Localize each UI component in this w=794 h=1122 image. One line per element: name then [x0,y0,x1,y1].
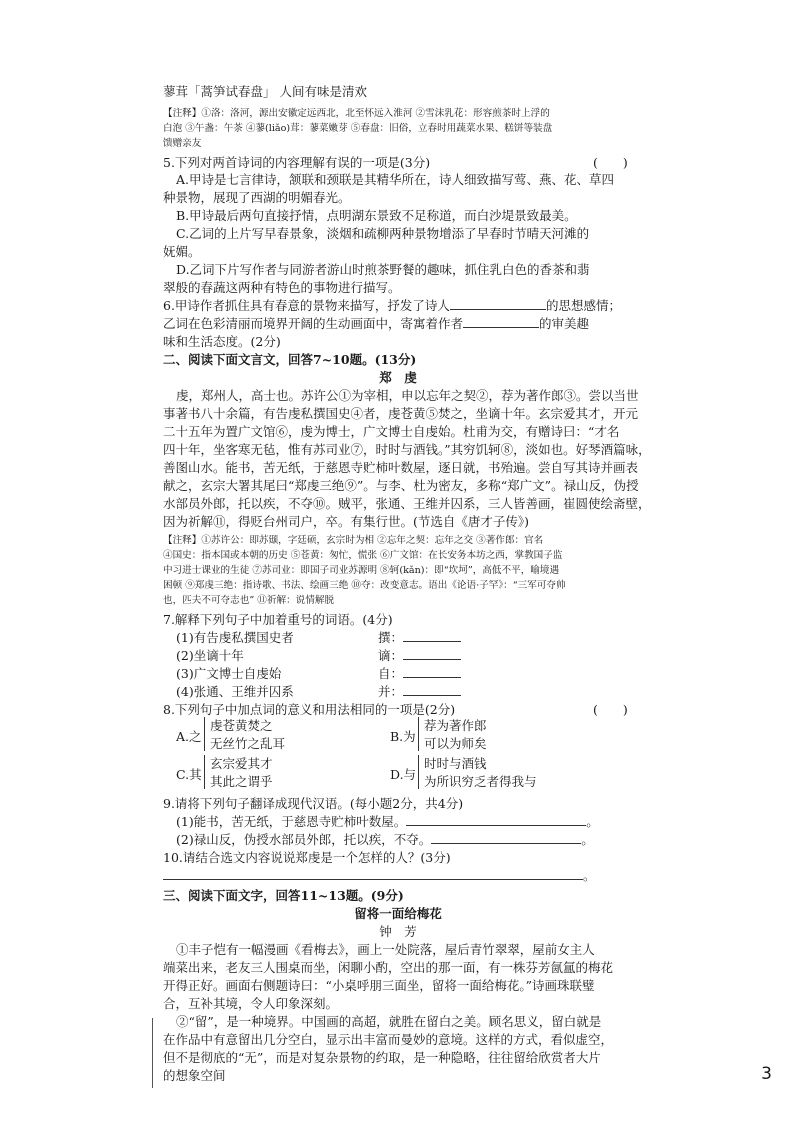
question-6-text: 的审美趣 [539,316,590,331]
question-7-answer-blank[interactable] [403,647,461,660]
question-9-sentence: (1)能书，苦无纸，于慈恩寺贮柿叶数屋。 [176,814,407,829]
classical-text-line: 献之，玄宗大署其尾曰“郑虔三绝⑨”。与李、杜为密友，多称“郑广文”。禄山反，伪授 [163,478,639,493]
margin-scan-line [152,1018,153,1088]
question-6-line [163,297,621,315]
question-7-answer-blank[interactable] [403,665,461,678]
classical-note-line: 中习进士课业的生徒 ⑦苏司业：即国子司业苏源明 ⑧轲(kǎn)：即“坎坷”，高低不平，喻境遇 [163,565,560,576]
question-7-key [378,647,461,665]
question-7-key-word: 并： [378,684,404,699]
question-8-option-line: 时时与酒钱 [424,756,487,771]
question-7-key-word: 谪： [378,648,404,663]
question-10-end: 。 [583,868,596,883]
modern-text-line: 在作品中有意留出几分空白，显示出丰富而曼妙的意境。这样的方式，看似虚空， [163,1032,614,1047]
question-7-key-word: 撰： [378,630,404,645]
question-6-blank-1[interactable] [450,297,546,310]
question-5-option: A.甲诗是七言律诗，颔联和颈联是其精华所在，诗人细致描写莺、燕、花、草四 [176,172,615,187]
modern-text-line: ①丰子恺有一幅漫画《看梅去》，画上一处院落，屋后青竹翠翠，屋前女主人 [176,942,595,957]
modern-text-line: 但不是彻底的“无”，而是对复杂景物的约取，是一种隐略，往往留给欣赏者大片 [163,1050,601,1065]
question-7-item: (1)有告虔私撰国史者 [176,630,294,645]
question-7-key [378,665,461,683]
question-7-key [378,629,461,647]
question-8-option-line: 为所识穷乏者得我与 [424,774,537,789]
question-8-option-line: 玄宗爱其才 [210,756,273,771]
classical-text-line: 善图山水。能书，苦无纸，于慈恩寺贮柿叶数屋，逐日就，书殆遍。尝自写其诗并画表 [163,460,639,475]
question-7-item: (2)坐谪十年 [176,648,244,663]
question-9-end: 。 [581,832,594,847]
modern-text-line: 端菜出来，老友三人围桌而坐，闲聊小酌，空出的那一面，有一株芬芳氤氲的梅花 [163,960,614,975]
question-8-option-line: 虔苍黄焚之 [210,718,273,733]
modern-text-line: ②“留”，是一种境界。中国画的高超，就胜在留白之美。顾名思义，留白就是 [176,1014,602,1029]
question-8-option-line: 可以为师矣 [424,736,487,751]
question-9-end: 。 [586,814,599,829]
question-8-option-line: 无丝竹之乱耳 [210,736,286,751]
classical-note-line: 困顿 ⑨郑虔三绝：指诗歌、书法、绘画三绝 ⑩夺：改变意志。语出《论语·子罕》：“三军可夺帅 [163,580,566,591]
modern-text-title: 留将一面给梅花 [354,906,442,921]
question-8-option-line: 其此之谓乎 [210,774,273,789]
question-7-key [378,683,461,701]
modern-text-line: 的想象空间 [163,1068,226,1083]
poem-last-line: 蓼茸「蒿笋试春盘」 人间有味是清欢 [163,84,367,99]
classical-text-line: 二十五年为置广文馆⑥，虔为博士，广文博士自虔始。杜甫为交，有赠诗曰：“才名 [163,424,620,439]
question-6-text: 的思想感情； [545,298,621,313]
question-7-answer-blank[interactable] [403,629,461,642]
question-9-sentence-line [176,813,599,831]
question-8-option-line: 荐为著作郎 [424,718,487,733]
classical-note-line: 也，匹夫不可夺志也” ⑪祈解：说情解脱 [163,595,335,606]
classical-note-line: ④国史：指本国或本朝的历史 ⑤苍黄：匆忙，慌张 ⑥广文馆：在长安务本坊之西，掌教国子监 [163,550,563,561]
classical-text-line: 水部员外郎，托以疾，不夺⑩。贼平，张通、王维并囚系，三人皆善画，崔圆使绘斋壁， [163,496,651,511]
question-7-answer-blank[interactable] [403,683,461,696]
question-7-key-word: 自： [378,666,404,681]
modern-text-line: 开得正好。画面右侧题诗曰：“小桌呼朋三面坐，留将一面给梅花。”诗画珠联璧 [163,978,595,993]
poem-note-line: 白泡 ③午盏：午茶 ④蓼(liǎo)茸：蓼菜嫩芽 ⑤春盘：旧俗，立春时用蔬菜水果、糕饼等装盘 [163,123,553,134]
question-8-answer-paren[interactable]: ( ) [593,702,628,717]
poem-note-line: 馈赠亲友 [163,138,202,149]
classical-text-title: 郑 虔 [379,370,417,385]
option-brace [204,755,205,789]
question-7-stem: 7.解释下列句子中加着重号的词语。(4分) [163,612,393,627]
page-number: 3 [761,1064,772,1084]
question-6-line [163,315,589,333]
question-6-text: 乙词在色彩清丽而境界开阔的生动画面中，寄寓着作者 [163,316,464,331]
question-5-option: 妩媚。 [163,244,201,259]
question-8-option-label: C.其 [176,767,202,782]
question-9-answer-blank-1[interactable] [406,813,586,826]
classical-text-line: 虔，郑州人，高士也。苏许公①为宰相，申以忘年之契②，荐为著作郎③。尝以当世 [176,388,639,403]
option-brace [204,717,205,751]
question-9-sentence: (2)禄山反，伪授水部员外郎，托以疾，不夺。 [176,832,432,847]
option-brace [418,755,419,789]
question-6-line: 味和生活态度。(2分) [163,334,281,349]
question-5-option: C.乙词的上片写早春景象，淡烟和疏柳两种景物增添了早春时节晴天河滩的 [176,226,590,241]
classical-note-line: 【注释】①苏许公：即苏颋，字廷硕，玄宗时为相 ②忘年之契：忘年之交 ③著作郎：官名 [163,535,544,546]
question-5-option: 种景物，展现了西湖的明媚春光。 [163,190,351,205]
poem-note-line: 【注释】①洛：洛河，源出安徽定远西北，北至怀远入淮河 ②雪沫乳花：形容煎茶时上浮的 [163,108,550,119]
classical-text-line: 因为祈解⑪，得贬台州司户，卒。有集行世。(节选自《唐才子传》) [163,514,530,529]
section-2-header: 二、阅读下面文言文，回答7~10题。(13分) [163,352,417,367]
question-9-sentence-line [176,831,594,849]
classical-text-line: 事著书八十余篇，有告虔私撰国史④者，虔苍黄⑤焚之，坐谪十年。玄宗爱其才，开元 [163,406,639,421]
question-6-text: 6.甲诗作者抓住具有春意的景物来描写，抒发了诗人 [163,298,450,313]
modern-text-author: 钟 芳 [379,924,417,939]
question-5-option: B.甲诗最后两句直接抒情，点明湖东景致不足称道，而白沙堤景致最美。 [176,208,577,223]
question-8-option-label: A.之 [176,729,202,744]
question-9-answer-blank-2[interactable] [431,831,581,844]
question-8-option-label: D.与 [390,767,417,782]
question-5-stem: 5.下列对两首诗词的内容理解有误的一项是(3分) [163,155,431,170]
question-10-answer-line [163,867,596,885]
question-7-item: (3)广文博士自虔始 [176,666,282,681]
question-8-option-label: B.为 [390,729,416,744]
question-8-stem: 8.下列句子中加点词的意义和用法相同的一项是(2分) [163,702,456,717]
option-brace [418,717,419,751]
question-5-option: D.乙词下片写作者与同游者游山时煎茶野餐的趣味，抓住乳白色的香茶和翡 [176,262,590,277]
question-10-answer-blank[interactable] [163,867,583,880]
question-6-blank-2[interactable] [463,315,539,328]
classical-text-line: 四十年，坐客寒无毡，惟有苏司业⑦，时时与酒钱。”其穷饥轲⑧，淡如也。好琴酒篇咏， [163,442,651,457]
question-10-stem: 10.请结合选文内容说说郑虔是一个怎样的人？(3分) [163,850,451,865]
question-9-stem: 9.请将下列句子翻译成现代汉语。(每小题2分，共4分) [163,796,464,811]
modern-text-line: 合，互补其境，令人印象深刻。 [163,996,339,1011]
question-5-answer-paren[interactable]: ( ) [593,155,628,170]
question-7-item: (4)张通、王维并囚系 [176,684,294,699]
question-5-option: 翠般的春蔬这两种有特色的事物进行描写。 [163,280,401,295]
section-3-header: 三、阅读下面文字，回答11~13题。(9分) [163,888,404,903]
